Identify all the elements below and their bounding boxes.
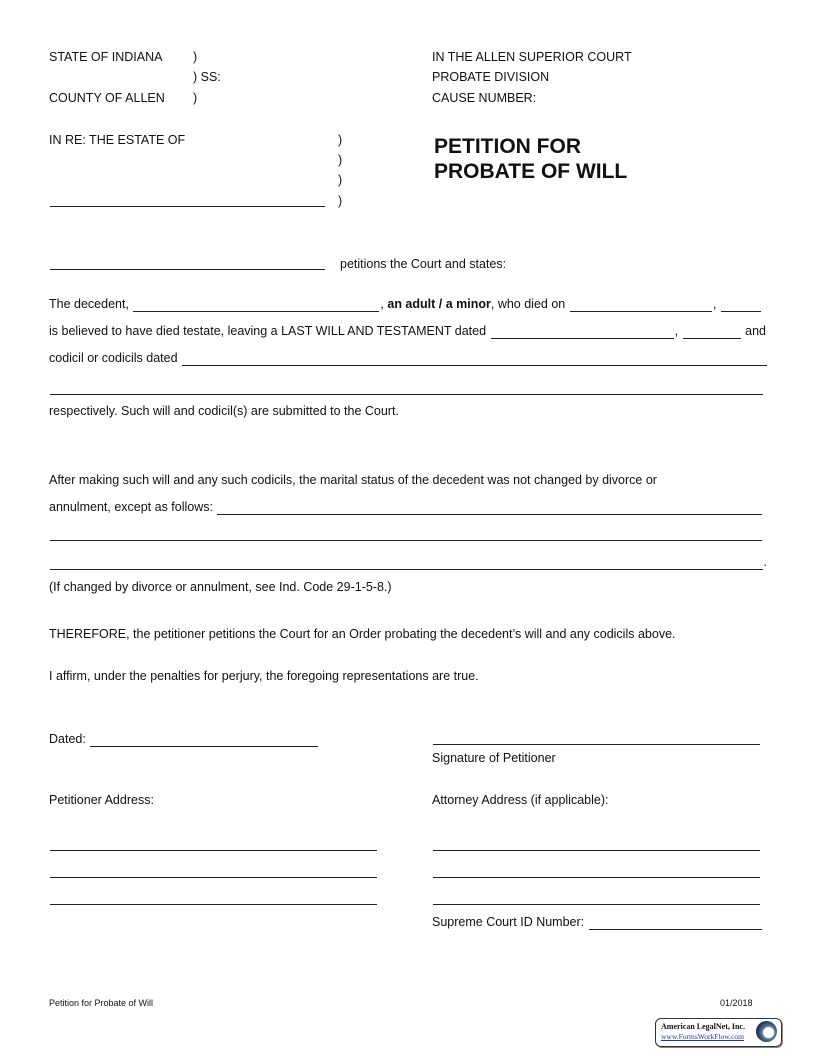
cause-number-label: CAUSE NUMBER: bbox=[432, 91, 537, 105]
comma: , bbox=[713, 297, 717, 311]
logo-company: American LegalNet, Inc. bbox=[661, 1022, 745, 1031]
attorney-address-label: Attorney Address (if applicable): bbox=[432, 793, 609, 807]
codicil-dates-field-2[interactable] bbox=[50, 381, 763, 395]
codicil-dates-field[interactable] bbox=[182, 352, 767, 366]
petitioner-address-line-1[interactable] bbox=[50, 837, 377, 851]
respectively-text: respectively. Such will and codicil(s) are submitted to the Court. bbox=[49, 404, 399, 418]
therefore-text: THEREFORE, the petitioner petitions the Court for an Order probating the decedent’s will and any codicils above. bbox=[49, 627, 676, 641]
dated-label: Dated: bbox=[49, 732, 86, 746]
comma: , bbox=[674, 324, 679, 338]
division-label: PROBATE DIVISION bbox=[432, 70, 550, 84]
and-text: and bbox=[745, 324, 766, 338]
exceptions-field-2[interactable] bbox=[50, 527, 762, 541]
exceptions-field-3[interactable] bbox=[50, 556, 763, 570]
marital-status-text: After making such will and any such codicils, the marital status of the decedent was not changed by divorce or bbox=[49, 473, 657, 487]
document-title-line1: PETITION FOR bbox=[434, 135, 581, 158]
paren: ) bbox=[338, 194, 343, 208]
comma: , bbox=[380, 297, 384, 311]
attorney-address-line-3[interactable] bbox=[433, 891, 760, 905]
document-title-line2: PROBATE OF WILL bbox=[434, 160, 628, 183]
paren: ) bbox=[193, 50, 198, 64]
petitioner-address-line-3[interactable] bbox=[50, 891, 377, 905]
affirm-text: I affirm, under the penalties for perjury, the foregoing representations are true. bbox=[49, 669, 479, 683]
state-label: STATE OF INDIANA bbox=[49, 50, 163, 64]
signature-label: Signature of Petitioner bbox=[432, 751, 556, 765]
death-date-field[interactable] bbox=[570, 298, 712, 312]
codicil-text: codicil or codicils dated bbox=[49, 351, 178, 365]
will-year-field[interactable] bbox=[683, 325, 741, 339]
paren: ) bbox=[338, 133, 343, 147]
decedent-name-field[interactable] bbox=[133, 298, 379, 312]
petitions-text: petitions the Court and states: bbox=[340, 257, 507, 271]
supreme-court-id-label: Supreme Court ID Number: bbox=[432, 915, 585, 929]
footer-version: 01/2018 bbox=[720, 998, 753, 1008]
american-legalnet-logo bbox=[655, 1018, 782, 1047]
footer-form-name: Petition for Probate of Will bbox=[49, 998, 154, 1008]
exceptions-field[interactable] bbox=[217, 501, 762, 515]
signature-field[interactable] bbox=[433, 731, 760, 745]
died-on-text: , who died on bbox=[490, 297, 566, 311]
ss-label: ) SS: bbox=[193, 70, 221, 84]
logo-url[interactable]: www.FormsWorkFlow.com bbox=[661, 1032, 745, 1041]
paren: ) bbox=[338, 153, 343, 167]
death-year-field[interactable] bbox=[721, 298, 761, 312]
petitioner-address-line-2[interactable] bbox=[50, 864, 377, 878]
attorney-address-line-1[interactable] bbox=[433, 837, 760, 851]
petitioner-address-label: Petitioner Address: bbox=[49, 793, 154, 807]
court-label: IN THE ALLEN SUPERIOR COURT bbox=[432, 50, 632, 64]
except-text: annulment, except as follows: bbox=[49, 500, 213, 514]
paren: ) bbox=[338, 173, 343, 187]
if-changed-note: (If changed by divorce or annulment, see Ind. Code 29-1-5-8.) bbox=[49, 580, 392, 594]
county-label: COUNTY OF ALLEN bbox=[49, 91, 165, 105]
globe-icon bbox=[756, 1021, 777, 1042]
petitioner-name-field[interactable] bbox=[50, 256, 325, 270]
attorney-address-line-2[interactable] bbox=[433, 864, 760, 878]
testate-text: is believed to have died testate, leaving a LAST WILL AND TESTAMENT dated bbox=[49, 324, 487, 338]
estate-name-field[interactable] bbox=[50, 193, 325, 207]
dated-field[interactable] bbox=[90, 733, 318, 747]
period: . bbox=[763, 555, 767, 569]
will-date-field[interactable] bbox=[491, 325, 674, 339]
paren: ) bbox=[193, 91, 198, 105]
in-re-label: IN RE: THE ESTATE OF bbox=[49, 133, 186, 147]
adult-minor-text: an adult / a minor bbox=[387, 297, 491, 311]
supreme-court-id-field[interactable] bbox=[589, 916, 762, 930]
decedent-text: The decedent, bbox=[49, 297, 129, 311]
